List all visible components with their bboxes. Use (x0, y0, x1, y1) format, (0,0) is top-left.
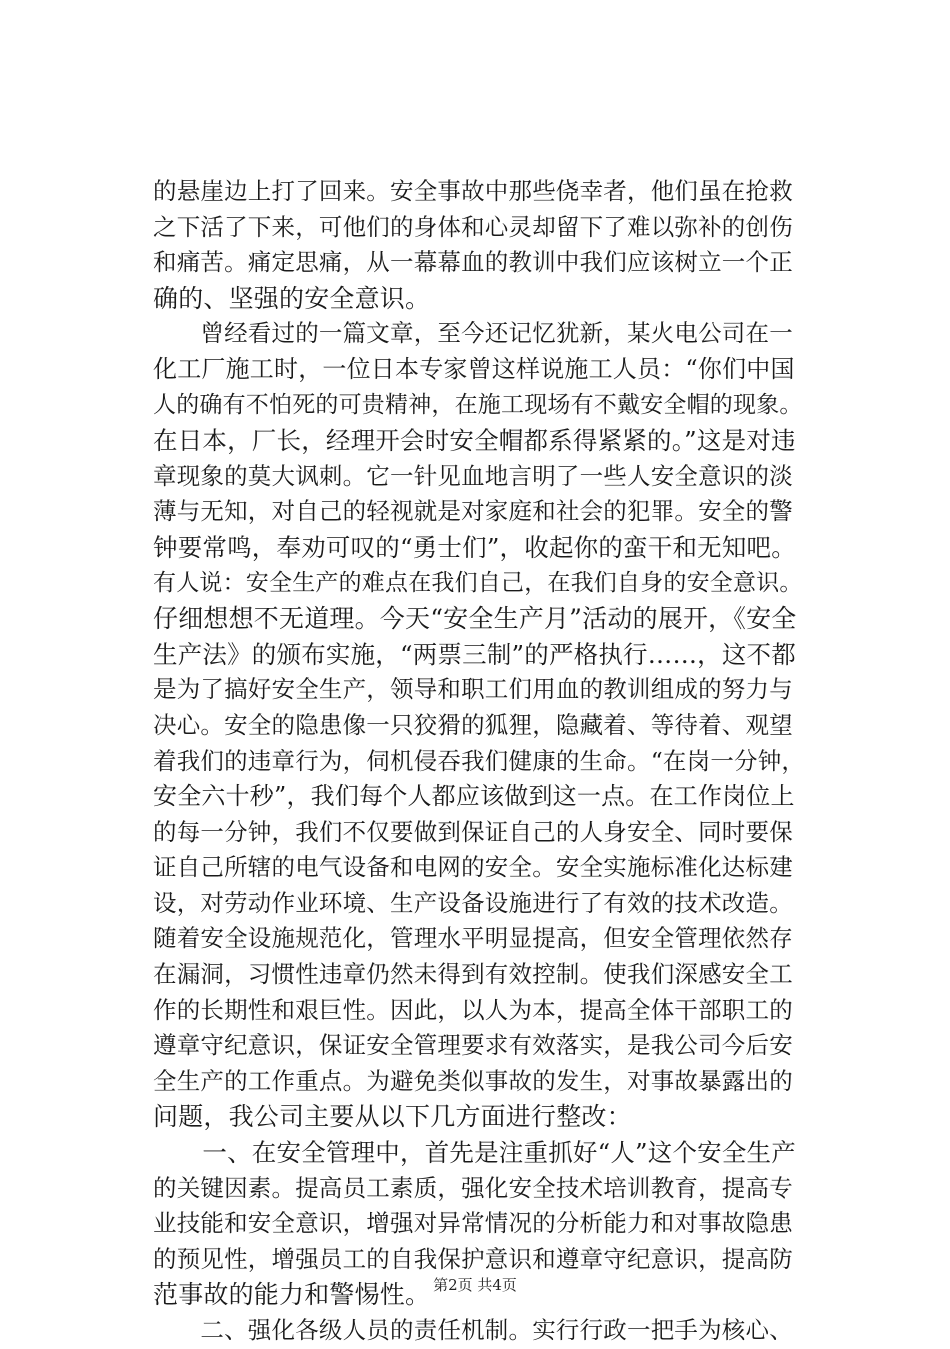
text-line: 业技能和安全意识，增强对异常情况的分析能力和对事故隐患 (153, 1209, 793, 1238)
text-line: 二、强化各级人员的责任机制。实行行政一把手为核心、 (153, 1316, 793, 1344)
text-line: 章现象的莫大讽刺。它一针见血地言明了一些人安全意识的淡 (153, 461, 793, 490)
text-line: 着我们的违章行为，伺机侵吞我们健康的生命。“在岗一分钟， (153, 746, 806, 775)
text-line: 全生产的工作重点。为避免类似事故的发生，对事故暴露出的 (153, 1066, 793, 1095)
text-line: 在漏洞，习惯性违章仍然未得到有效控制。使我们深感安全工 (153, 960, 793, 989)
page-footer: 第2页 共4页 (433, 1276, 517, 1294)
document-body (153, 174, 805, 1349)
text-line: 的预见性，增强员工的自我保护意识和遵章守纪意识，提高防 (153, 1244, 793, 1273)
text-line: 和痛苦。痛定思痛，从一幕幕血的教训中我们应该树立一个正 (153, 248, 793, 277)
text-line: 的悬崖边上打了回来。安全事故中那些侥幸者，他们虽在抢救 (153, 177, 793, 205)
text-line: 曾经看过的一篇文章，至今还记忆犹新，某火电公司在一 (153, 319, 793, 348)
text-line: 决心。安全的隐患像一只狡猾的狐狸，隐藏着、等待着、观望 (153, 710, 793, 739)
text-line: 仔细想想不无道理。今天“安全生产月”活动的展开，《安全 (153, 604, 797, 634)
text-line: 的每一分钟，我们不仅要做到保证自己的人身安全、同时要保 (153, 817, 793, 846)
text-line: 作的长期性和艰巨性。因此，以人为本，提高全体干部职工的 (153, 995, 793, 1024)
text-line: 生产法》的颁布实施，“两票三制”的严格执行……，这不都 (153, 639, 796, 669)
text-line: 薄与无知，对自己的轻视就是对家庭和社会的犯罪。安全的警 (153, 497, 793, 526)
text-line: 化工厂施工时，一位日本专家曾这样说施工人员：“你们中国 (153, 354, 795, 383)
text-line: 一、在安全管理中，首先是注重抓好“人”这个安全生产 (153, 1138, 796, 1168)
text-line: 的关键因素。提高员工素质，强化安全技术培训教育，提高专 (153, 1173, 793, 1202)
text-line: 确的、坚强的安全意识。 (153, 283, 431, 313)
text-line: 钟要常鸣，奉劝可叹的“勇士们”，收起你的蛮干和无知吧。 (153, 532, 796, 562)
text-line: 之下活了下来，可他们的身体和心灵却留下了难以弥补的创伤 (153, 212, 793, 241)
text-line: 是为了搞好安全生产，领导和职工们用血的教训组成的努力与 (153, 675, 793, 704)
text-line: 随着安全设施规范化，管理水平明显提高，但安全管理依然存 (153, 924, 793, 953)
text-line: 遵章守纪意识，保证安全管理要求有效落实，是我公司今后安 (153, 1031, 793, 1060)
text-line: 设，对劳动作业环境、生产设备设施进行了有效的技术改造。 (153, 888, 793, 917)
text-line: 安全六十秒”，我们每个人都应该做到这一点。在工作岗位上 (153, 782, 795, 811)
text-line: 问题，我公司主要从以下几方面进行整改： (153, 1102, 632, 1132)
text-line: 证自己所辖的电气设备和电网的安全。安全实施标准化达标建 (153, 853, 793, 882)
text-line: 有人说：安全生产的难点在我们自己，在我们自身的安全意识。 (153, 569, 803, 596)
text-line: 范事故的能力和警惕性。 (153, 1280, 431, 1310)
text-line: 人的确有不怕死的可贵精神，在施工现场有不戴安全帽的现象。 (153, 391, 803, 418)
text-line: 在日本，厂长，经理开会时安全帽都系得紧紧的。”这是对违 (153, 426, 796, 456)
